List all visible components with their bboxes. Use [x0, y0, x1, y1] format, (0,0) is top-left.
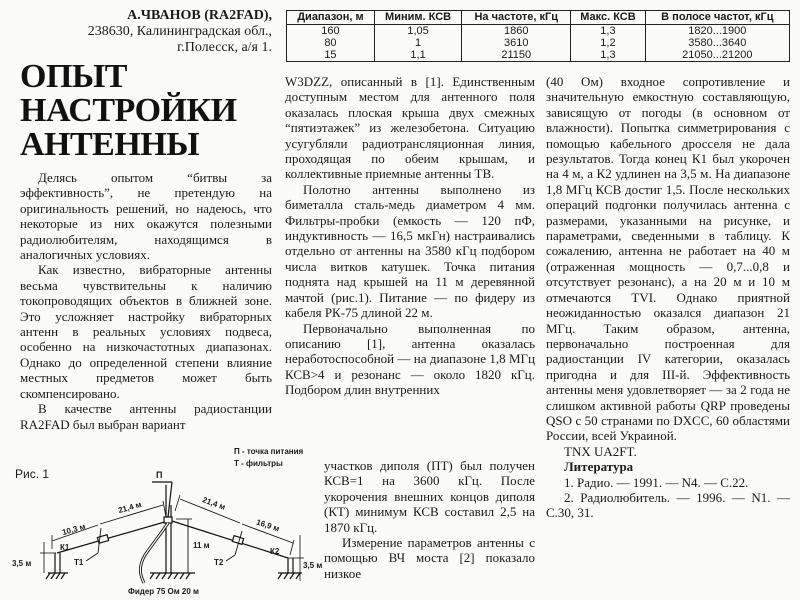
antenna-diagram — [0, 445, 322, 600]
paragraph: (40 Ом) входное сопротивление и значительную емкостную составляющую, зависящую от погоды (в основном от влажности). Попытка симметрирования с помощью кабельного дросселя не дала результатов. Тогда конец К1 был укорочен на 4 м, а К2 удлинен на 3,5 м. На диапазоне 1,8 МГц КСВ достиг 1,5. После нескольких операций подгонки получилась антенна с размерами, указанными на рисунке, и параметрами, сведенными в таблицу. К сожалению, антенна не работает на 40 м (отраженная мощность — 0,7...0,8 и отсутствует резонанс), а на 20 м и 10 м отмечаются TVI. Однако приятной неожиданностью оказался диапазон 21 МГц. Таким образом, антенна, первоначально построенная для радиостанции IV категории, оказалась пригодна и для III-й. Эффективность антенны меня удовлетворяет — за 2 года не слишком активной работы QRP проведены QSO с 50 странами по DXCC, 60 областями России, всей Украиной. — [546, 74, 790, 444]
author-block — [20, 8, 272, 56]
label-right-inner-length: 21,4 м — [201, 495, 227, 512]
reference-item: 2. Радиолюбитель. — 1996. — N1. — С.30, 31. — [546, 489, 790, 521]
cell-frequency: 21150 — [462, 49, 571, 62]
paragraph: Первоначально выполненная по описанию [1], антенна оказалась неработоспособной — на диапазоне 1,8 МГц КСВ>4 и резонанс — около 1820 кГц. Подбором длин внутренних — [285, 320, 535, 398]
label-right-outer-length: 16,9 м — [255, 517, 281, 534]
column-2-continuation — [324, 458, 535, 598]
paragraph: Полотно антенны выполнено из биметалла сталь-медь диаметром 4 мм. Фильтры-пробки (емкость — 120 пФ, индуктивность — 16,5 мкГн) настраивались отдельно от антенны на 3580 кГц подбором числа витков катушек. Точка питания поднята над крышей на 11 м деревянной мачтой (рис.1). Питание — по фидеру из кабеля РК-75 длиной 22 м. — [285, 181, 535, 321]
label-feed-point: П — [156, 470, 163, 480]
label-right-support-height: 3,5 м — [303, 561, 323, 570]
cell-max-swr: 1,3 — [571, 25, 645, 38]
paragraph: Как известно, вибраторные антенны весьма чувствительны к наличию токопроводящих объектов в ближней зоне. Это усложняет настройку вибраторных антенн в реальных условиях подвеса, особенно на низкочастотных диапазонах. Однако до определенной степени влияние местных предметов может быть скомпенсировано. — [20, 262, 272, 401]
paragraph: В качестве антенны радиостанции RA2FAD был выбран вариант — [20, 401, 272, 432]
legend-filters: Т - фильтры — [234, 459, 283, 468]
cell-frequency: 3610 — [462, 37, 571, 49]
author-address-line1: 238630, Калининградская обл., — [87, 24, 272, 39]
paragraph: W3DZZ, описанный в [1]. Единственным доступным местом для антенного поля оказалась плоская крыша двух смежных “пятиэтажек” из железобетона. Ситуацию усугубляли радиотрансляционная линия, проходящая по обеим крышам, и коллективные приемные антенны ТВ. — [285, 74, 535, 182]
article-title — [20, 60, 275, 162]
header-band: Диапазон, м — [287, 11, 375, 25]
column-1 — [20, 170, 272, 442]
label-mast-height: 11 м — [193, 541, 210, 550]
label-t1: Т1 — [74, 558, 84, 567]
paragraph: Измерение параметров антенны с помощью ВЧ моста [2] показало низкое — [324, 535, 535, 581]
label-k2: К2 — [270, 547, 280, 556]
legend-feed-point: П - точка питания — [234, 447, 304, 456]
cell-band: 80 — [287, 37, 375, 49]
header-bandwidth: В полосе частот, кГц — [645, 11, 789, 25]
thanks-line: TNX UA2FT. — [564, 443, 637, 459]
label-left-outer-length: 10,3 м — [61, 521, 87, 538]
column-3 — [546, 74, 790, 598]
cell-bandwidth: 21050...21200 — [645, 49, 789, 62]
header-max-swr: Макс. КСВ — [571, 11, 645, 25]
paragraph: Делясь опытом “битвы за эффективность”, не претендую на оригинальность решений, но надеюсь, что некоторые из них окажутся полезными радиолюбителям, находящимся в аналогичных условиях. — [20, 170, 272, 263]
figure-caption: Рис. 1 — [15, 467, 50, 481]
header-at-frequency: На частоте, кГц — [462, 11, 571, 25]
feeder-cable — [140, 523, 168, 583]
references-heading: Литература — [564, 459, 634, 475]
author-address-line2: г.Полесск, а/я 1. — [177, 40, 272, 55]
label-t2: Т2 — [214, 558, 224, 567]
reference-item: 1. Радио. — 1991. — N4. — С.22. — [564, 474, 749, 490]
table-row — [287, 25, 790, 38]
label-left-support-height: 3,5 м — [12, 559, 32, 568]
cell-bandwidth: 1820...1900 — [645, 25, 789, 38]
column-2 — [285, 74, 535, 456]
mast — [150, 482, 195, 579]
author-name: А.ЧВАНОВ (RA2FAD), — [127, 8, 272, 23]
cell-min-swr: 1 — [374, 37, 461, 49]
label-feeder: Фидер 75 Ом 20 м — [128, 587, 199, 596]
cell-band: 160 — [287, 25, 375, 38]
cell-band: 15 — [287, 49, 375, 62]
cell-max-swr: 1,3 — [571, 49, 645, 62]
cell-frequency: 1860 — [462, 25, 571, 38]
paragraph: участков диполя (ПТ) был получен КСВ=1 на 3600 кГц. После укорочения внешних концов диполя (КТ) минимум КСВ составил 2,5 на 1870 кГц. — [324, 458, 535, 535]
parameters-table — [286, 10, 790, 62]
title-line-2: НАСТРОЙКИ — [20, 92, 237, 129]
cell-min-swr: 1,05 — [374, 25, 461, 38]
title-line-1: ОПЫТ — [20, 58, 127, 95]
table-row — [287, 49, 790, 62]
cell-max-swr: 1,2 — [571, 37, 645, 49]
label-k1: К1 — [60, 543, 70, 552]
label-left-inner-length: 21,4 м — [117, 499, 143, 516]
header-min-swr: Миним. КСВ — [374, 11, 461, 25]
cell-bandwidth: 3580...3640 — [645, 37, 789, 49]
cell-min-swr: 1,1 — [374, 49, 461, 62]
table-row — [287, 37, 790, 49]
filter-t2 — [232, 536, 243, 545]
title-line-3: АНТЕННЫ — [20, 126, 200, 163]
table-header-row — [287, 11, 790, 25]
